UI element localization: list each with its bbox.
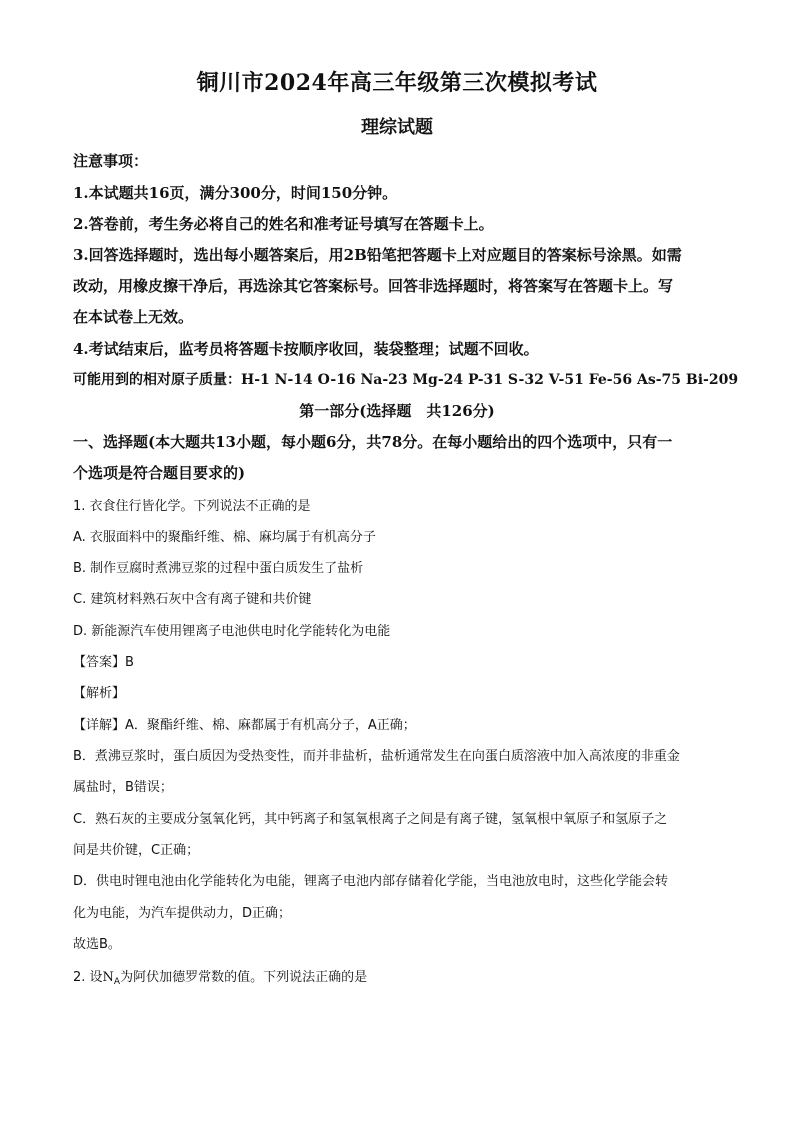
notice-item: 4.考试结束后，监考员将答题卡按顺序收回，装袋整理；试题不回收。	[73, 340, 539, 358]
atomic-mass-line: 可能用到的相对原子质量：H-1 N-14 O-16 Na-23 Mg-24 P-31 S-32 V-51 Fe-56 As-75 Bi-209	[73, 372, 739, 388]
question-1-option-a: A. 衣服面料中的聚酯纤维、棉、麻均属于有机高分子	[73, 530, 376, 545]
notice-item: 2.答卷前，考生务必将自己的姓名和准考证号填写在答题卡上。	[73, 215, 494, 233]
notice-item: 在本试卷上无效。	[73, 308, 194, 326]
analysis-label: 【解析】	[73, 686, 126, 701]
answer-label: 【答案】B	[73, 655, 134, 670]
section-instruction: 个选项是符合题目要求的)	[73, 464, 246, 482]
detail-line: 间是共价键，C正确；	[73, 843, 200, 858]
notice-item: 改动，用橡皮擦干净后，再选涂其它答案标号。回答非选择题时，将答案写在答题卡上。写	[73, 277, 674, 295]
question-2-stem	[73, 966, 725, 987]
question-2-suffix: 为阿伏加德罗常数的值。下列说法正确的是	[120, 970, 368, 985]
section-instruction: 一、选择题(本大题共13小题，每小题6分，共78分。在每小题给出的四个选项中，只有一	[73, 433, 673, 451]
detail-line: 故选B。	[73, 937, 121, 952]
notice-item: 3.回答选择题时，选出每小题答案后，用2B铅笔把答题卡上对应题目的答案标号涂黑。如需	[73, 246, 682, 264]
detail-line: 属盐时，B错误；	[73, 780, 173, 795]
avogadro-symbol: N	[102, 970, 114, 985]
detail-line: B．煮沸豆浆时，蛋白质因为受热变性，而并非盐析，盐析通常发生在向蛋白质溶液中加入高浓度的非重金	[73, 749, 680, 764]
question-2-prefix: 2. 设	[73, 970, 103, 985]
exam-subtitle: 理综试题	[361, 117, 433, 138]
exam-title: 铜川市2024年高三年级第三次模拟考试	[196, 70, 598, 96]
notice-item: 1.本试题共16页，满分300分，时间150分钟。	[73, 184, 398, 202]
detail-line: 【详解】A．聚酯纤维、棉、麻都属于有机高分子，A正确；	[73, 718, 416, 733]
question-1-option-d: D. 新能源汽车使用锂离子电池供电时化学能转化为电能	[73, 624, 391, 639]
question-1-stem: 1. 衣食住行皆化学。下列说法不正确的是	[73, 499, 311, 514]
detail-line: 化为电能，为汽车提供动力，D正确；	[73, 906, 292, 921]
question-1-option-b: B. 制作豆腐时煮沸豆浆的过程中蛋白质发生了盐析	[73, 561, 364, 576]
avogadro-subscript: A	[113, 977, 121, 987]
part1-heading: 第一部分(选择题 共126分)	[299, 402, 495, 420]
notice-heading: 注意事项：	[73, 152, 149, 170]
detail-line: D．供电时锂电池由化学能转化为电能，锂离子电池内部存储着化学能，当电池放电时，这些化学能会转	[73, 874, 669, 889]
detail-line: C．熟石灰的主要成分氢氧化钙，其中钙离子和氢氧根离子之间是有离子键，氢氧根中氧原子和氢原子之	[73, 812, 668, 827]
question-1-option-c: C. 建筑材料熟石灰中含有离子键和共价键	[73, 592, 312, 607]
